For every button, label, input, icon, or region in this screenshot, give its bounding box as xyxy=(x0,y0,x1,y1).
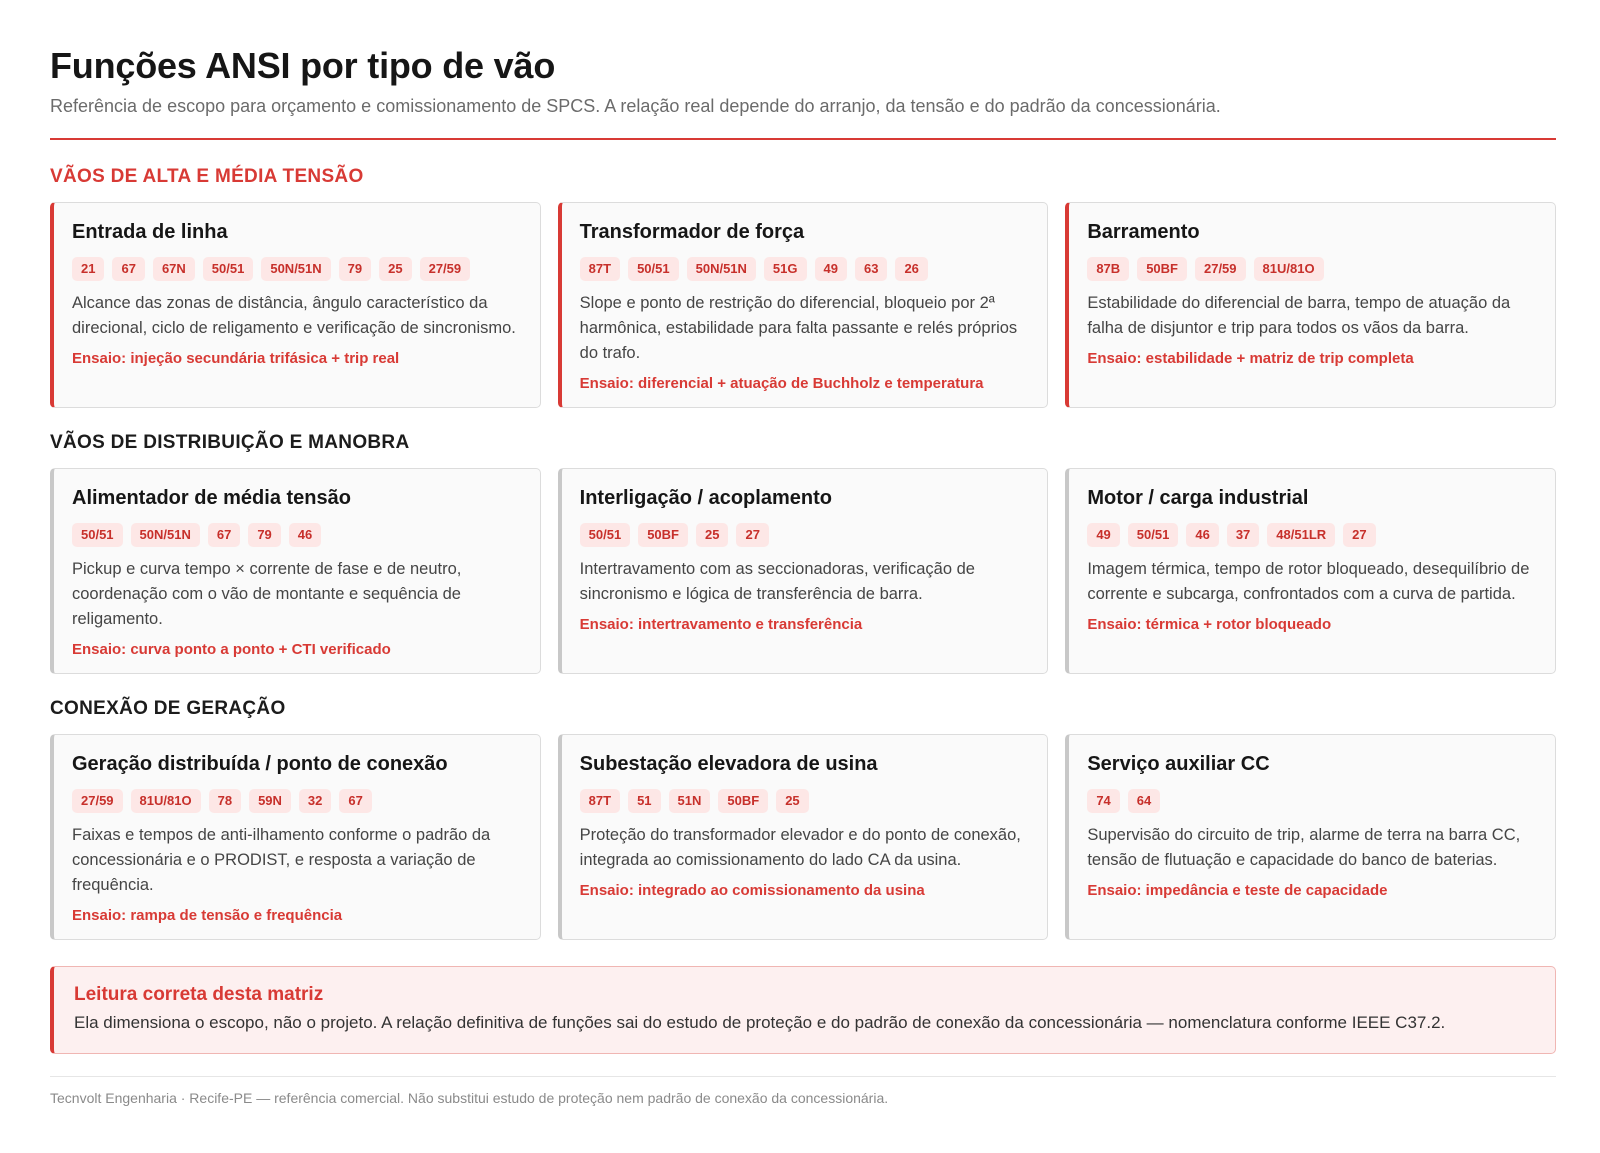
card-barramento xyxy=(1065,202,1556,408)
section-title: VÃOS DE DISTRIBUIÇÃO E MANOBRA xyxy=(50,432,410,453)
card-test: Ensaio: integrado ao comissionamento da usina xyxy=(579,882,925,899)
page-title: Funções ANSI por tipo de vão xyxy=(50,45,556,86)
card-title: Geração distribuída / ponto de conexão xyxy=(72,753,448,775)
ansi-tag: 25 xyxy=(776,789,808,813)
ansi-tag: 49 xyxy=(815,257,847,281)
ansi-tag: 32 xyxy=(299,789,331,813)
ansi-tag: 50N/51N xyxy=(131,523,200,547)
ansi-tag: 25 xyxy=(379,257,411,281)
ansi-tag: 27 xyxy=(1343,523,1375,547)
page xyxy=(50,44,1556,1107)
ansi-tag: 50/51 xyxy=(628,257,679,281)
ansi-tag-list xyxy=(1087,789,1537,813)
ansi-tag: 25 xyxy=(696,523,728,547)
card-servico-auxiliar-cc xyxy=(1065,734,1556,940)
card-test: Ensaio: curva ponto a ponto + CTI verificado xyxy=(72,641,391,658)
ansi-tag-list xyxy=(580,257,1030,281)
ansi-tag: 27/59 xyxy=(420,257,471,281)
card-title: Alimentador de média tensão xyxy=(72,487,351,509)
card-test: Ensaio: térmica + rotor bloqueado xyxy=(1087,616,1332,633)
ansi-tag: 79 xyxy=(339,257,371,281)
ansi-tag: 27/59 xyxy=(72,789,123,813)
header-divider xyxy=(50,138,1556,140)
card-title: Transformador de força xyxy=(579,221,805,243)
ansi-tag: 46 xyxy=(289,523,321,547)
ansi-tag: 81U/81O xyxy=(131,789,201,813)
ansi-tag: 50/51 xyxy=(580,523,631,547)
card-subestacao-elevadora xyxy=(558,734,1049,940)
ansi-tag-list xyxy=(1087,257,1537,281)
card-transformador-de-forca xyxy=(558,202,1049,408)
ansi-tag: 50/51 xyxy=(203,257,254,281)
ansi-tag: 21 xyxy=(72,257,104,281)
card-description: Pickup e curva tempo × corrente de fase e de neutro, coordenação com o vão de montante e sequência de religamento. xyxy=(72,560,462,628)
ansi-tag: 46 xyxy=(1186,523,1218,547)
card-test: Ensaio: diferencial + atuação de Buchholz e temperatura xyxy=(579,375,984,392)
card-entrada-de-linha xyxy=(50,202,541,408)
ansi-tag-list xyxy=(580,523,1030,547)
ansi-tag: 50BF xyxy=(1137,257,1187,281)
ansi-tag: 27 xyxy=(736,523,768,547)
ansi-tag: 48/51LR xyxy=(1267,523,1335,547)
ansi-tag: 79 xyxy=(248,523,280,547)
card-title: Interligação / acoplamento xyxy=(579,487,832,509)
ansi-tag: 74 xyxy=(1087,789,1119,813)
ansi-tag: 67 xyxy=(339,789,371,813)
card-test: Ensaio: rampa de tensão e frequência xyxy=(72,907,343,924)
ansi-tag-list xyxy=(72,257,522,281)
card-test: Ensaio: intertravamento e transferência xyxy=(579,616,863,633)
ansi-tag: 50BF xyxy=(718,789,768,813)
ansi-tag: 50BF xyxy=(638,523,688,547)
card-title: Motor / carga industrial xyxy=(1087,487,1309,509)
footer-text: Tecnvolt Engenharia · Recife-PE — referência comercial. Não substitui estudo de proteção nem padrão de conexão da concessionária. xyxy=(50,1090,889,1106)
ansi-tag: 26 xyxy=(895,257,927,281)
ansi-tag: 50N/51N xyxy=(687,257,756,281)
ansi-tag-list xyxy=(580,789,1030,813)
card-geracao-distribuida xyxy=(50,734,541,940)
ansi-tag: 37 xyxy=(1227,523,1259,547)
card-description: Faixas e tempos de anti-ilhamento conforme o padrão da concessionária e o PRODIST, e resposta a variação de frequência. xyxy=(72,826,491,894)
ansi-tag: 50/51 xyxy=(72,523,123,547)
ansi-tag-list xyxy=(72,789,522,813)
card-title: Barramento xyxy=(1087,221,1200,243)
card-alimentador-media-tensao xyxy=(50,468,541,674)
card-test: Ensaio: impedância e teste de capacidade xyxy=(1087,882,1388,899)
ansi-tag: 51N xyxy=(669,789,711,813)
ansi-tag-list xyxy=(1087,523,1537,547)
card-test: Ensaio: injeção secundária trifásica + trip real xyxy=(72,350,400,367)
section-distribuicao-manobra xyxy=(50,430,1556,674)
card-description: Imagem térmica, tempo de rotor bloqueado, desequilíbrio de corrente e subcarga, confrontados com a curva de partida. xyxy=(1087,560,1530,603)
section-title: VÃOS DE ALTA E MÉDIA TENSÃO xyxy=(50,166,364,187)
card-title: Subestação elevadora de usina xyxy=(579,753,878,775)
card-title: Entrada de linha xyxy=(72,221,228,243)
ansi-tag: 78 xyxy=(209,789,241,813)
ansi-tag: 64 xyxy=(1128,789,1160,813)
ansi-tag: 67 xyxy=(208,523,240,547)
section-alta-media-tensao xyxy=(50,164,1556,408)
card-description: Slope e ponto de restrição do diferencial, bloqueio por 2ª harmônica, estabilidade para falta passante e relés próprios do trafo. xyxy=(579,294,1018,362)
ansi-tag: 50N/51N xyxy=(261,257,330,281)
ansi-tag: 67N xyxy=(153,257,195,281)
callout-note xyxy=(50,966,1556,1054)
page-subtitle: Referência de escopo para orçamento e comissionamento de SPCS. A relação real depende do arranjo, da tensão e do padrão da concessionária. xyxy=(50,96,1221,116)
ansi-tag: 27/59 xyxy=(1195,257,1246,281)
card-description: Estabilidade do diferencial de barra, tempo de atuação da falha de disjuntor e trip para todos os vãos da barra. xyxy=(1087,294,1511,337)
ansi-tag-list xyxy=(72,523,522,547)
card-description: Supervisão do circuito de trip, alarme de terra na barra CC, tensão de flutuação e capacidade do banco de baterias. xyxy=(1087,826,1521,869)
callout-text: Ela dimensiona o escopo, não o projeto. A relação definitiva de funções sai do estudo de proteção e do padrão de conexão da concessionária — nomenclatura conforme IEEE C37.2. xyxy=(74,1013,1446,1032)
ansi-tag: 63 xyxy=(855,257,887,281)
card-description: Intertravamento com as seccionadoras, verificação de sincronismo e lógica de transferência de barra. xyxy=(579,560,975,603)
card-title: Serviço auxiliar CC xyxy=(1087,753,1270,775)
ansi-tag: 49 xyxy=(1087,523,1119,547)
ansi-tag: 50/51 xyxy=(1128,523,1179,547)
ansi-tag: 51 xyxy=(628,789,660,813)
ansi-tag: 59N xyxy=(249,789,291,813)
card-interligacao-acoplamento xyxy=(558,468,1049,674)
section-title: CONEXÃO DE GERAÇÃO xyxy=(50,698,286,719)
ansi-tag: 87T xyxy=(580,789,620,813)
card-description: Proteção do transformador elevador e do ponto de conexão, integrada ao comissionamento do lado CA da usina. xyxy=(579,826,1021,869)
footer-divider xyxy=(50,1076,1556,1077)
ansi-tag: 67 xyxy=(112,257,144,281)
section-conexao-geracao xyxy=(50,696,1556,940)
card-motor-carga-industrial xyxy=(1065,468,1556,674)
card-test: Ensaio: estabilidade + matriz de trip completa xyxy=(1087,350,1414,367)
ansi-tag: 87T xyxy=(580,257,620,281)
ansi-tag: 87B xyxy=(1087,257,1129,281)
ansi-tag: 51G xyxy=(764,257,807,281)
card-description: Alcance das zonas de distância, ângulo característico da direcional, ciclo de religamento e verificação de sincronismo. xyxy=(72,294,516,337)
callout-title: Leitura correta desta matriz xyxy=(74,984,324,1005)
ansi-tag: 81U/81O xyxy=(1254,257,1324,281)
